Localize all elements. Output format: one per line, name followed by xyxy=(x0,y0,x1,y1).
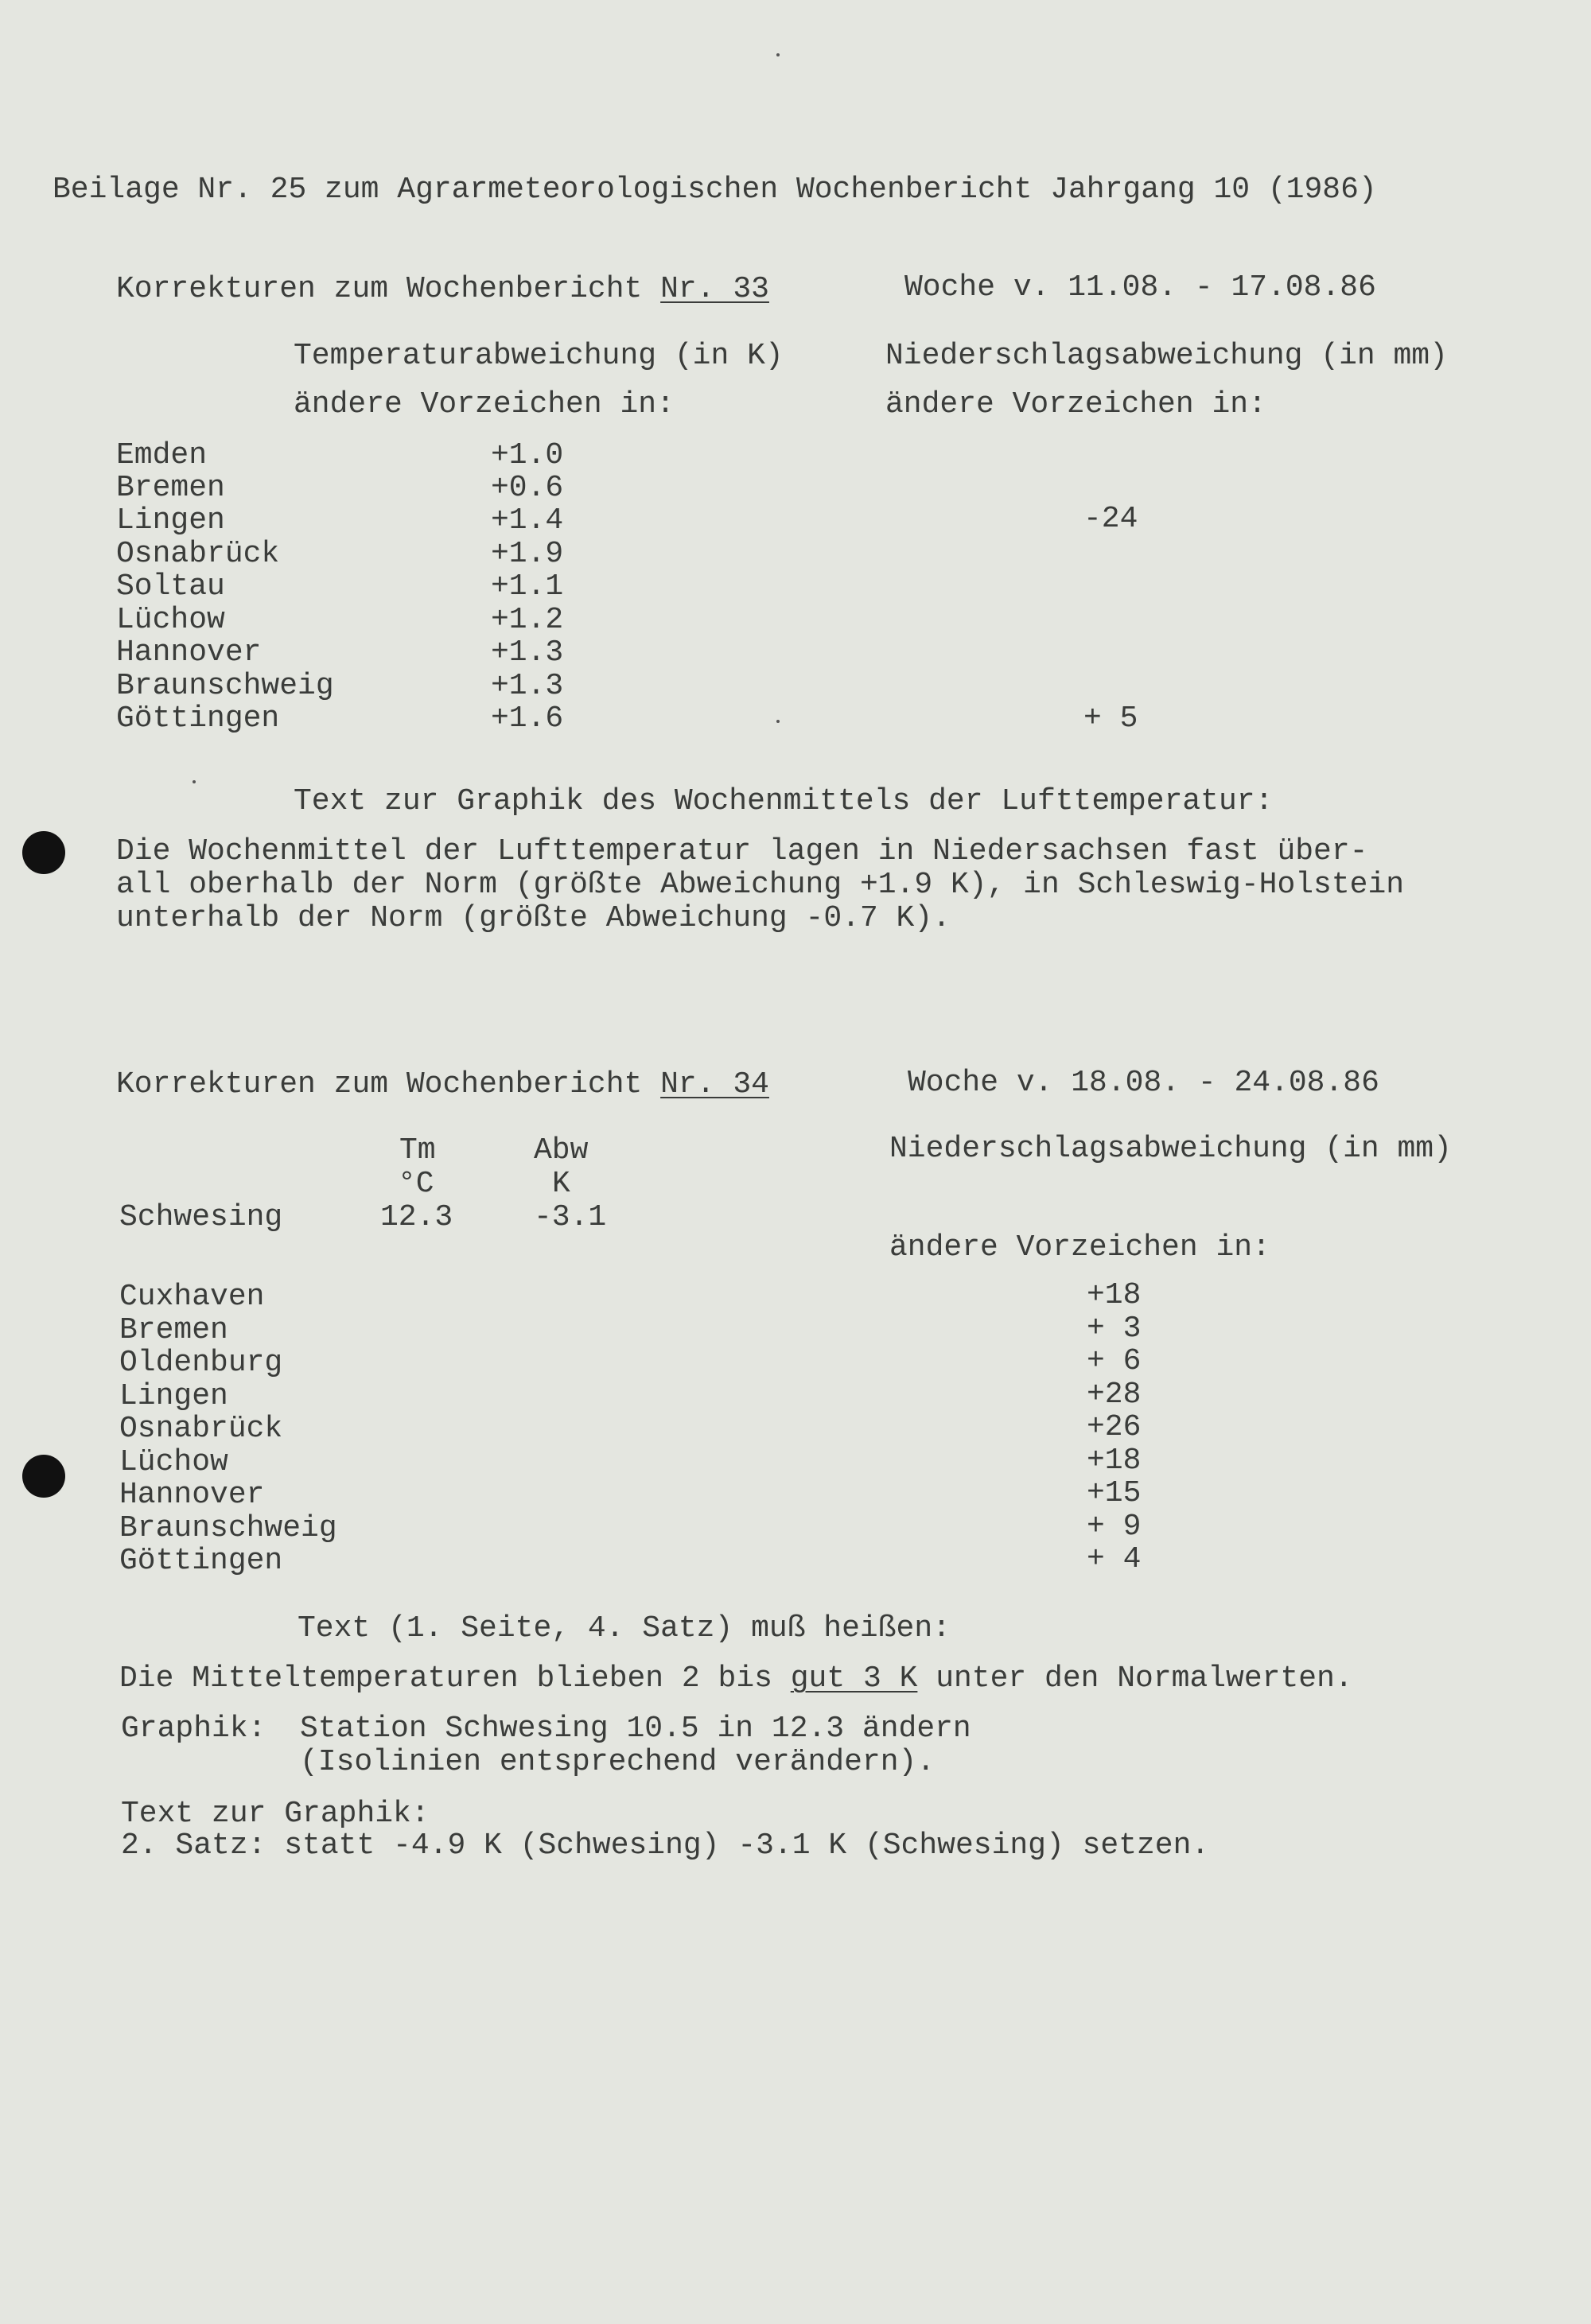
text-line-underlined: gut 3 K xyxy=(790,1661,918,1696)
section33-temp-value: +1.6 xyxy=(491,701,564,736)
graphik-line: (Isolinien entsprechend verändern). xyxy=(300,1745,936,1779)
section33-precip-col-header: Niederschlagsabweichung (in mm) xyxy=(885,339,1448,373)
section33-station: Lüchow xyxy=(116,603,225,637)
punch-hole-top xyxy=(22,831,65,874)
graphik-label: Graphik: xyxy=(121,1712,266,1746)
section33-graphic-text-line: unterhalb der Norm (größte Abweichung -0.7 K). xyxy=(116,901,951,935)
section33-graphic-text-line: all oberhalb der Norm (größte Abweichung +1.9 K), in Schleswig-Holstein xyxy=(116,868,1405,902)
section34-precip-value: + 4 xyxy=(1087,1542,1142,1576)
section34-text-line xyxy=(119,1662,1353,1696)
section34-station: Hannover xyxy=(119,1478,265,1512)
section34-station: Osnabrück xyxy=(119,1412,283,1446)
section34-precip-value: + 3 xyxy=(1087,1312,1142,1346)
section33-graphic-heading: Text zur Graphik des Wochenmittels der Lufttemperatur: xyxy=(294,784,1274,818)
section34-text-heading: Text (1. Seite, 4. Satz) muß heißen: xyxy=(298,1611,951,1646)
section34-tm-unit: °C xyxy=(398,1167,434,1201)
section33-temp-col-header: Temperaturabweichung (in K) xyxy=(294,339,784,373)
section34-precip-value: +15 xyxy=(1087,1476,1142,1510)
section34-precip-value: +28 xyxy=(1087,1378,1142,1412)
speck xyxy=(776,720,780,723)
section34-title-prefix: Korrekturen zum Wochenbericht xyxy=(116,1067,643,1102)
section33-nr: Nr. 33 xyxy=(660,272,769,306)
section34-precip-value: +26 xyxy=(1087,1410,1142,1444)
section34-precip-col-header: Niederschlagsabweichung (in mm) xyxy=(889,1132,1452,1166)
section33-precip-value: + 5 xyxy=(1083,701,1138,736)
punch-hole-bottom xyxy=(22,1455,65,1498)
section33-temp-value: +1.3 xyxy=(491,669,564,703)
section34-schwesing-station: Schwesing xyxy=(119,1200,283,1234)
text-line-part-a: Die Mitteltemperaturen blieben 2 bis xyxy=(119,1661,791,1696)
section33-station: Lingen xyxy=(116,503,225,538)
section34-precip-sub: ändere Vorzeichen in: xyxy=(889,1230,1270,1265)
section34-title xyxy=(116,1068,769,1102)
section34-precip-value: + 9 xyxy=(1087,1510,1142,1544)
section34-abw-unit: K xyxy=(552,1167,570,1201)
section33-temp-value: +0.6 xyxy=(491,471,564,505)
section34-abw-label: Abw xyxy=(534,1133,589,1168)
section33-graphic-text-line: Die Wochenmittel der Lufttemperatur lagen in Niedersachsen fast über- xyxy=(116,834,1368,869)
section33-station: Hannover xyxy=(116,635,262,670)
section33-temp-value: +1.0 xyxy=(491,438,564,472)
text-line-part-b: unter den Normalwerten. xyxy=(917,1661,1353,1696)
section34-precip-value: +18 xyxy=(1087,1444,1142,1478)
satz2-correction: 2. Satz: statt -4.9 K (Schwesing) -3.1 K (Schwesing) setzen. xyxy=(121,1828,1210,1863)
section34-precip-value: +18 xyxy=(1087,1278,1142,1312)
graphik-line: Station Schwesing 10.5 in 12.3 ändern xyxy=(300,1712,971,1746)
section33-station: Bremen xyxy=(116,471,225,505)
section33-station: Göttingen xyxy=(116,701,280,736)
section34-station: Cuxhaven xyxy=(119,1280,265,1314)
section33-temp-value: +1.3 xyxy=(491,635,564,670)
section34-station: Göttingen xyxy=(119,1544,283,1578)
speck xyxy=(776,53,780,56)
section33-station: Braunschweig xyxy=(116,669,334,703)
section33-title xyxy=(116,273,769,306)
section34-schwesing-abw: -3.1 xyxy=(534,1200,607,1234)
section33-title-prefix: Korrekturen zum Wochenbericht xyxy=(116,272,643,306)
section34-station: Braunschweig xyxy=(119,1511,337,1545)
section33-precip-sub: ändere Vorzeichen in: xyxy=(885,387,1266,422)
section33-temp-value: +1.2 xyxy=(491,603,564,637)
section34-tm-label: Tm xyxy=(399,1133,436,1168)
section33-temp-value: +1.4 xyxy=(491,503,564,538)
section34-station: Oldenburg xyxy=(119,1346,283,1380)
section33-temp-sub: ändere Vorzeichen in: xyxy=(294,387,675,422)
section33-temp-value: +1.9 xyxy=(491,537,564,571)
section34-precip-value: + 6 xyxy=(1087,1344,1142,1378)
text-zur-graphik-label: Text zur Graphik: xyxy=(121,1797,430,1831)
section34-station: Lingen xyxy=(119,1379,228,1413)
section33-station: Soltau xyxy=(116,569,225,604)
section34-nr: Nr. 34 xyxy=(660,1067,769,1102)
section34-station: Bremen xyxy=(119,1313,228,1347)
section33-precip-value: -24 xyxy=(1083,502,1138,536)
speck xyxy=(193,780,196,783)
section33-temp-value: +1.1 xyxy=(491,569,564,604)
document-header: Beilage Nr. 25 zum Agrarmeteorologischen Wochenbericht Jahrgang 10 (1986) xyxy=(53,173,1377,207)
section33-woche: Woche v. 11.08. - 17.08.86 xyxy=(904,270,1376,305)
section34-woche: Woche v. 18.08. - 24.08.86 xyxy=(908,1066,1379,1100)
section34-schwesing-tm: 12.3 xyxy=(380,1200,453,1234)
section34-station: Lüchow xyxy=(119,1445,228,1479)
section33-station: Emden xyxy=(116,438,208,472)
section33-station: Osnabrück xyxy=(116,537,280,571)
